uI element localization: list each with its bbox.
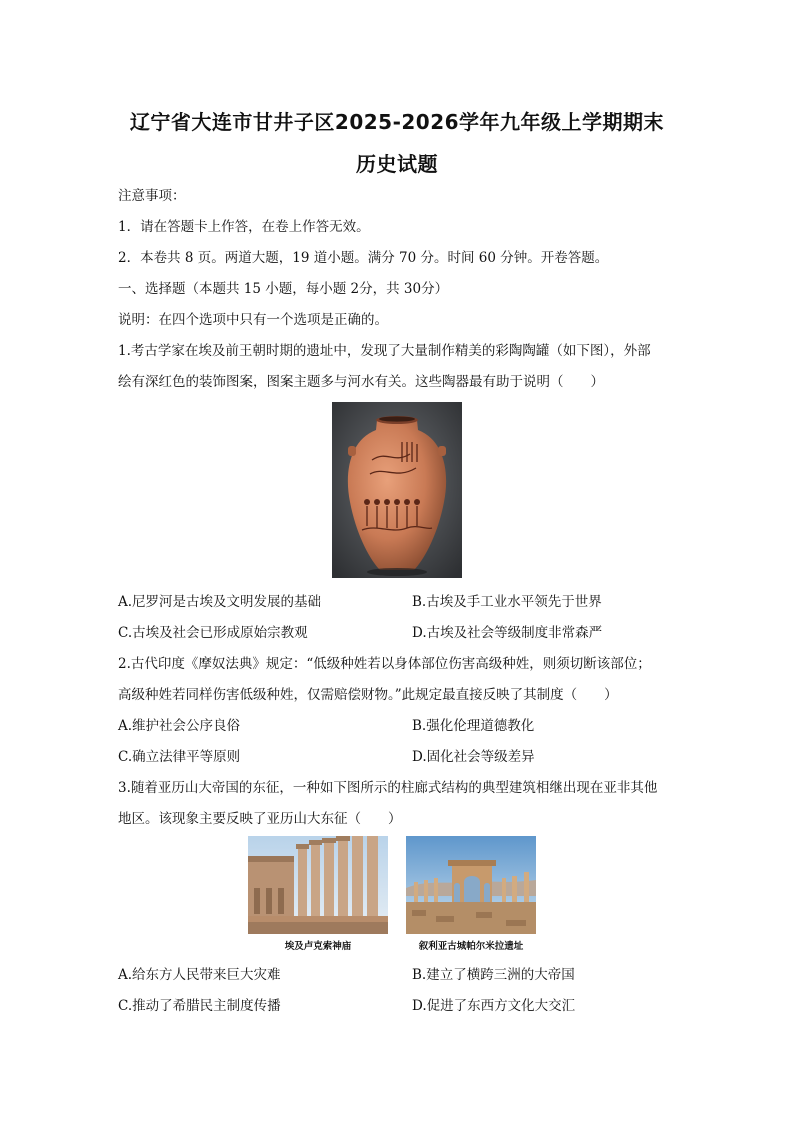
- question-3-option-b: B.建立了横跨三洲的大帝国: [412, 967, 575, 983]
- question-2-option-b: B.强化伦理道德教化: [412, 718, 535, 734]
- pottery-jar-image: [332, 402, 462, 578]
- question-3-option-a: A.给东方人民带来巨大灾难: [118, 967, 281, 983]
- question-2-option-a: A.维护社会公序良俗: [118, 718, 241, 734]
- question-2-option-d: D.固化社会等级差异: [412, 749, 535, 765]
- question-1-line-2: 绘有深红色的装饰图案，图案主题多与河水有关。这些陶器最有助于说明（ ）: [118, 374, 604, 390]
- notice-item-2: 2．本卷共 8 页。两道大题，19 道小题。满分 70 分。时间 60 分钟。开卷答题。: [118, 250, 609, 266]
- page-title: 辽宁省大连市甘井子区2025-2026学年九年级上学期期末: [129, 110, 665, 134]
- question-1-option-a: A.尼罗河是古埃及文明发展的基础: [118, 594, 322, 610]
- question-3-line-1: 3.随着亚历山大帝国的东征，一种如下图所示的柱廊式结构的典型建筑相继出现在亚非其他: [118, 780, 658, 796]
- palmyra-ruins-image: [406, 836, 536, 934]
- page-subtitle: 历史试题: [356, 152, 438, 176]
- notice-heading: 注意事项：: [118, 188, 186, 204]
- question-1-option-b: B.古埃及手工业水平领先于世界: [412, 594, 602, 610]
- palmyra-ruins-caption: 叙利亚古城帕尔米拉遗址: [418, 941, 524, 952]
- question-3-option-d: D.促进了东西方文化大交汇: [412, 998, 576, 1014]
- question-1-option-c: C.古埃及社会已形成原始宗教观: [118, 625, 308, 641]
- question-1-option-d: D.古埃及社会等级制度非常森严: [412, 625, 603, 641]
- question-2-line-1: 2.古代印度《摩奴法典》规定：“低级种姓若以身体部位伤害高级种姓，则须切断该部位；: [118, 656, 651, 672]
- question-3-line-2: 地区。该现象主要反映了亚历山大东征（ ）: [118, 811, 402, 827]
- notice-item-1: 1．请在答题卡上作答，在卷上作答无效。: [118, 219, 370, 235]
- question-2-line-2: 高级种姓若同样伤害低级种姓，仅需赔偿财物。”此规定最直接反映了其制度（ ）: [118, 687, 618, 703]
- section-heading: 一、选择题（本题共 15 小题，每小题 2分，共 30分）: [118, 281, 449, 297]
- luxor-temple-image: [248, 836, 388, 934]
- luxor-temple-caption: 埃及卢克索神庙: [284, 941, 352, 952]
- section-note: 说明：在四个选项中只有一个选项是正确的。: [118, 312, 388, 328]
- question-1-line-1: 1.考古学家在埃及前王朝时期的遗址中，发现了大量制作精美的彩陶陶罐（如下图），外部: [118, 343, 651, 359]
- question-3-option-c: C.推动了希腊民主制度传播: [118, 998, 281, 1014]
- question-2-option-c: C.确立法律平等原则: [118, 749, 241, 765]
